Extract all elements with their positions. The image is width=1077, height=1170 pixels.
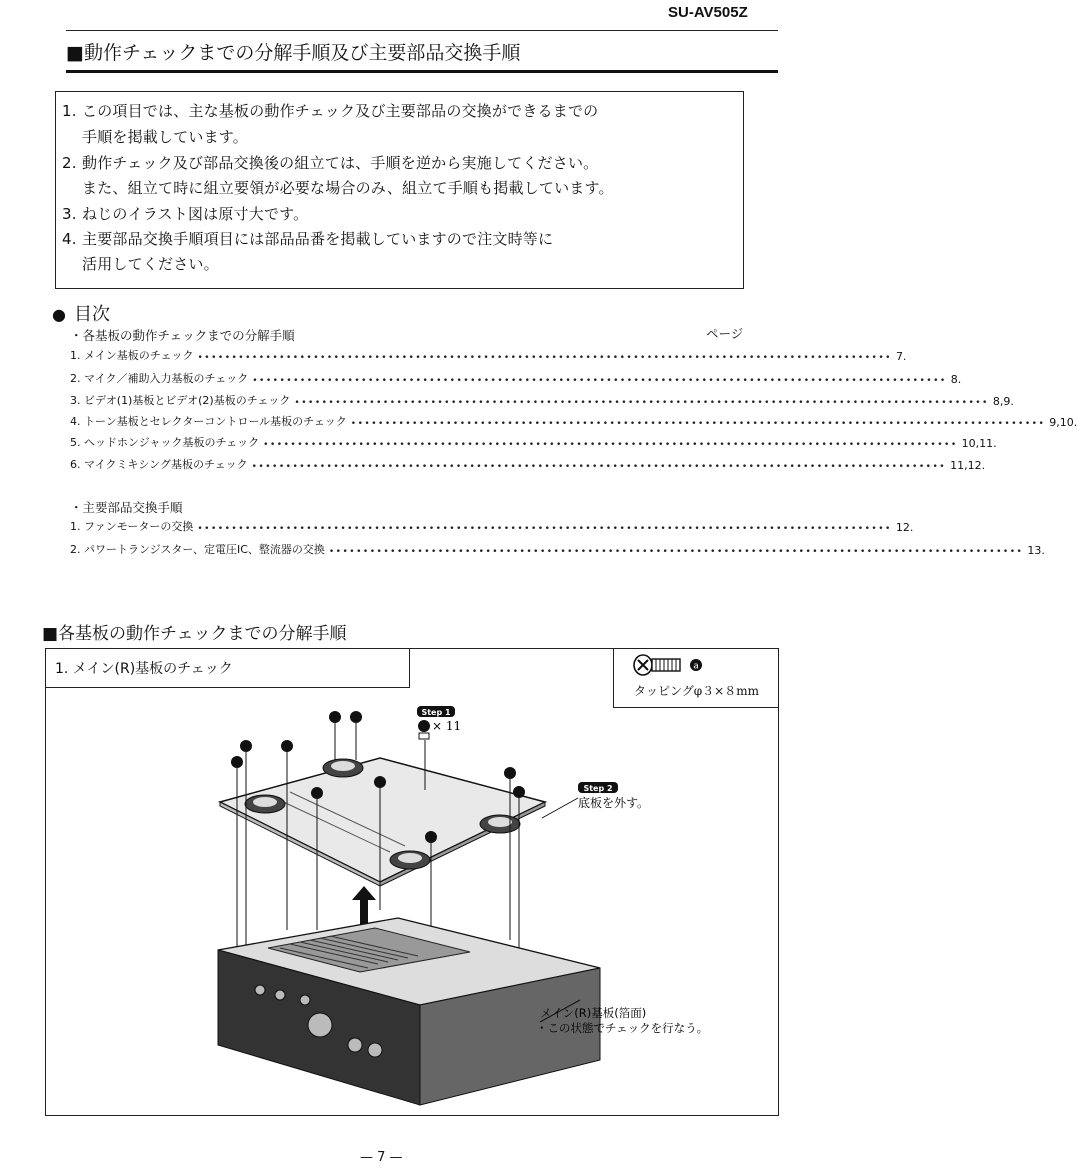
toc-group-title: ・主要部品交換手順 xyxy=(70,500,183,515)
note-line: 4. 主要部品交換手順項目には部品品番を掲載していますので注文時等に xyxy=(62,230,554,248)
model-number: SU-AV505Z xyxy=(668,4,748,21)
toc-leader: •••••••••••••••••••••••••••••••••••••••••••••••••••••••••••••••••••••••••••••••••••••••••••••••••••••• xyxy=(294,398,989,408)
toc-leader: •••••••••••••••••••••••••••••••••••••••••••••••••••••••••••••••••••••••••••••••••••••••••••••••••••••• xyxy=(328,547,1024,557)
foot-icon xyxy=(390,851,430,869)
toc-item[interactable]: 2. パワートランジスター、定電圧IC、整流器の交換 •••••••••••••••••••••••••••••••••••••••••••••••••••••••••••••••••••••••••••••••••••••••••••••••••••••• 13. xyxy=(70,543,1045,557)
step1-tag: Step 1 xyxy=(421,708,451,717)
note-line: 2. 動作チェック及び部品交換後の組立ては、手順を逆から実施してください。 xyxy=(62,154,599,172)
foot-icon xyxy=(245,795,285,813)
note-line: 1. この項目では、主な基板の動作チェック及び主要部品の交換ができるまでの xyxy=(62,102,599,120)
note-line: また、組立て時に組立要領が必要な場合のみ、組立て手順も掲載しています。 xyxy=(82,179,614,197)
toc-item[interactable]: 1. メイン基板のチェック •••••••••••••••••••••••••••••••••••••••••••••••••••••••••••••••••••••••••••••••••••••••••••••••••••••• 7. xyxy=(70,349,907,363)
page-number: — 7 — xyxy=(360,1150,403,1165)
toc-item[interactable]: 2. マイク／補助入力基板のチェック •••••••••••••••••••••••••••••••••••••••••••••••••••••••••••••••••••••••••••••••••••••••••••••••••••••• 8. xyxy=(70,372,962,386)
bullet: ● xyxy=(52,305,66,324)
foot-icon xyxy=(323,759,363,777)
note-line: 手順を掲載しています。 xyxy=(82,128,249,146)
note-line: 活用してください。 xyxy=(82,255,219,273)
board-note: ・この状態でチェックを行なう。 xyxy=(536,1021,709,1035)
screw-description: タッピングφ３×８mm xyxy=(634,684,759,698)
page-title: ■動作チェックまでの分解手順及び主要部品交換手順 xyxy=(66,42,521,64)
toc-group-title: ・各基板の動作チェックまでの分解手順 xyxy=(70,328,295,343)
toc-item[interactable]: 3. ビデオ(1)基板とビデオ(2)基板のチェック •••••••••••••••••••••••••••••••••••••••••••••••••••••••••••••••••••••••••••••••••••••••••••••••••••••• 8,9. xyxy=(70,394,1014,408)
step-label: 1. メイン(R)基板のチェック xyxy=(55,661,233,677)
screw-marker: a xyxy=(693,661,699,672)
disassembly-diagram xyxy=(180,700,770,1110)
toc-item[interactable]: 4. トーン基板とセレクターコントロール基板のチェック •••••••••••••••••••••••••••••••••••••••••••••••••••••••••••••••••••••••••••••••••••••••••••••••••••••• 9,10. xyxy=(70,415,1077,429)
toc-leader: •••••••••••••••••••••••••••••••••••••••••••••••••••••••••••••••••••••••••••••••••••••••••••••••••••••• xyxy=(252,376,947,386)
toc-leader: •••••••••••••••••••••••••••••••••••••••••••••••••••••••••••••••••••••••••••••••••••••••••••••••••••••• xyxy=(197,524,892,534)
toc-leader: •••••••••••••••••••••••••••••••••••••••••••••••••••••••••••••••••••••••••••••••••••••••••••••••••••••• xyxy=(251,462,947,472)
toc-item[interactable]: 6. マイクミキシング基板のチェック •••••••••••••••••••••••••••••••••••••••••••••••••••••••••••••••••••••••••••••••••••••••••••••••••••••• 11,12. xyxy=(70,458,986,472)
step2-tag: Step 2 xyxy=(583,784,613,793)
step1-count: × 11 xyxy=(432,719,462,733)
foot-icon xyxy=(480,815,520,833)
note-line: 3. ねじのイラスト図は原寸大です。 xyxy=(62,205,309,223)
toc-leader: •••••••••••••••••••••••••••••••••••••••••••••••••••••••••••••••••••••••••••••••••••••••••••••••••••••• xyxy=(350,419,1046,429)
toc-item[interactable]: 5. ヘッドホンジャック基板のチェック •••••••••••••••••••••••••••••••••••••••••••••••••••••••••••••••••••••••••••••••••••••••••••••••••••••• 10,11. xyxy=(70,436,997,450)
step2-text: 底板を外す。 xyxy=(578,796,650,810)
toc-heading: ● 目次 xyxy=(52,304,110,325)
board-label: メイン(R)基板(箔面) xyxy=(540,1006,647,1020)
title-rule-bottom xyxy=(66,70,778,73)
toc-item[interactable]: 1. ファンモーターの交換 •••••••••••••••••••••••••••••••••••••••••••••••••••••••••••••••••••••••••••••••••••••••••••••••••••••• 12. xyxy=(70,520,914,534)
screw-icon xyxy=(632,653,712,679)
section-title: ■各基板の動作チェックまでの分解手順 xyxy=(42,624,347,644)
toc-page-label: ページ xyxy=(706,326,744,341)
toc-leader: •••••••••••••••••••••••••••••••••••••••••••••••••••••••••••••••••••••••••••••••••••••••••••••••••••••• xyxy=(197,353,892,363)
title-rule-top xyxy=(66,30,778,31)
toc-leader: •••••••••••••••••••••••••••••••••••••••••••••••••••••••••••••••••••••••••••••••••••••••••••••••••••••• xyxy=(263,440,958,450)
